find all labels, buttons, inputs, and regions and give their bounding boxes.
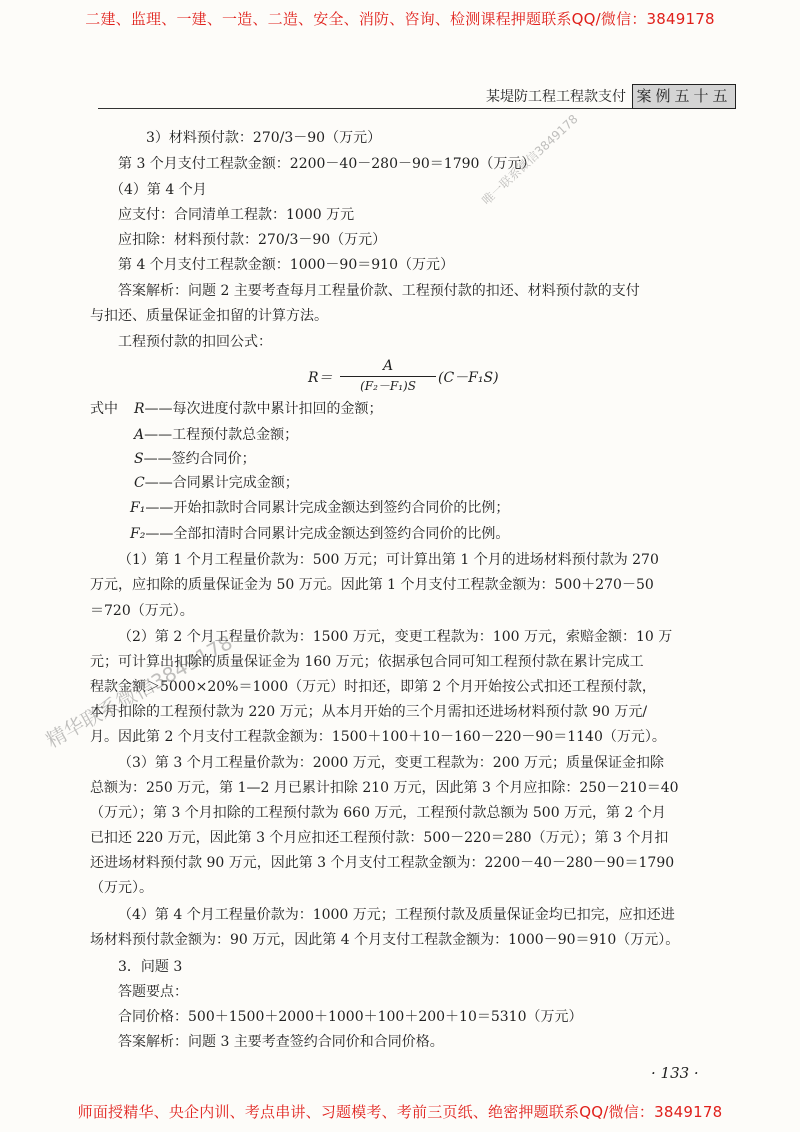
case-label: 案例五十五	[632, 84, 736, 109]
text-line: 第 4 个月支付工程款金额：1000－90＝910（万元）	[118, 257, 454, 273]
text-line: 工程预付款的扣回公式：	[118, 334, 272, 350]
text-line: 月。因此第 2 个月支付工程款金额为：1500＋100＋10－160－220－90＝1140（万元）。	[90, 729, 666, 745]
text-line: （万元）；第 3 个月扣除的工程预付款为 660 万元，工程预付款总额为 500 万元，第 2 个月	[90, 805, 666, 821]
text-line: 答案解析：问题 2 主要考查每月工程量价款、工程预付款的扣还、材料预付款的支付	[118, 283, 640, 299]
where-symbol: F₂	[130, 526, 146, 542]
where-item	[130, 498, 509, 518]
watermark-text: 精华联系微信3849178	[41, 630, 237, 753]
watermark-text: 唯一联系微信3849178	[479, 111, 581, 208]
where-desc: ——工程预付款总金额；	[144, 427, 299, 443]
where-desc: ——全部扣清时合同累计完成金额达到签约合同价的比例。	[145, 526, 510, 542]
text-line: 答题要点：	[118, 984, 188, 1000]
text-line: 总额为：250 万元，第 1—2 月已累计扣除 210 万元，因此第 3 个月应扣除：250－210＝40	[90, 780, 679, 796]
text-line: 本月扣除的工程预付款为 220 万元；从本月开始的三个月需扣还进场材料预付款 90 万元/	[90, 704, 648, 720]
text-line: 元；可计算出扣除的质量保证金为 160 万元；依据承包合同可知工程预付款在累计完成工	[90, 654, 644, 670]
where-symbol: F₁	[130, 500, 146, 516]
page-number: · 133 ·	[651, 1064, 699, 1082]
formula-lhs: R＝	[308, 370, 333, 386]
where-item	[134, 449, 256, 469]
formula-denominator: (F₂－F₁)S	[360, 379, 416, 393]
text-line: 场材料预付款金额为：90 万元，因此第 4 个月支付工程款金额为：1000－90＝910（万元）。	[90, 932, 680, 948]
text-line: （4）第 4 个月工程量价款为：1000 万元；工程预付款及质量保证金均已扣完，应扣还进	[118, 907, 675, 923]
text-line: （4）第 4 个月	[110, 182, 207, 198]
text-line: 合同价格：500＋1500＋2000＋1000＋100＋200＋10＝5310（万元）	[118, 1009, 583, 1025]
where-item	[134, 399, 383, 419]
where-item	[134, 473, 299, 493]
bottom-promo-banner: 师面授精华、央企内训、考点串讲、习题模考、考前三页纸、绝密押题联系QQ/微信：3849178	[77, 1103, 723, 1121]
text-line: （3）第 3 个月工程量价款为：2000 万元，变更工程款为：200 万元；质量保证金扣除	[118, 755, 664, 771]
where-intro: 式中	[90, 401, 118, 417]
where-desc: ——合同累计完成金额；	[144, 475, 299, 491]
text-line: 3）材料预付款：270/3－90（万元）	[146, 130, 382, 146]
where-symbol: R	[134, 401, 145, 417]
text-line: 万元，应扣除的质量保证金为 50 万元。因此第 1 个月支付工程款金额为：500＋270－50	[90, 577, 654, 593]
where-symbol: A	[134, 427, 145, 443]
formula-rhs: (C－F₁S)	[438, 370, 499, 386]
where-symbol: C	[134, 475, 145, 491]
text-line: （2）第 2 个月工程量价款为：1500 万元，变更工程款为：100 万元，索赔金额：10 万	[118, 629, 673, 645]
where-desc: ——每次进度付款中累计扣回的金额；	[144, 401, 383, 417]
top-promo-banner: 二建、监理、一建、一造、二造、安全、消防、咨询、检测课程押题联系QQ/微信：3849178	[85, 10, 715, 28]
text-line: 与扣还、质量保证金扣留的计算方法。	[90, 308, 328, 324]
where-symbol: S	[134, 451, 144, 467]
text-line: 答案解析：问题 3 主要考查签约合同价和合同价格。	[118, 1034, 444, 1050]
text-line: 应支付：合同清单工程款：1000 万元	[118, 207, 355, 223]
text-line: 还进场材料预付款 90 万元，因此第 3 个月支付工程款金额为：2200－40－280－90＝1790	[90, 855, 675, 871]
text-line: （万元）。	[90, 880, 153, 896]
text-line: 第 3 个月支付工程款金额：2200－40－280－90＝1790（万元）	[118, 156, 536, 172]
where-desc: ——开始扣款时合同累计完成金额达到签约合同价的比例；	[145, 500, 510, 516]
formula-numerator: A	[382, 358, 394, 374]
where-item	[134, 425, 298, 445]
where-item	[130, 524, 509, 544]
where-desc: ——签约合同价；	[143, 451, 256, 467]
header-title: 某堤防工程工程款支付	[486, 89, 626, 105]
deduction-formula	[308, 356, 538, 400]
section-heading: 3．问题 3	[118, 959, 183, 975]
text-line: ＝720（万元）。	[90, 603, 194, 619]
text-line: 程款金额＞5000×20%＝1000（万元）时扣还，即第 2 个月开始按公式扣还工程预付款，	[90, 679, 656, 695]
formula-fraction	[340, 356, 436, 395]
text-line: 应扣除：材料预付款：270/3－90（万元）	[118, 232, 387, 248]
text-line: 已扣还 220 万元，因此第 3 个月应扣还工程预付款：500－220＝280（万元）；第 3 个月扣	[90, 830, 669, 846]
text-line: （1）第 1 个月工程量价款为：500 万元；可计算出第 1 个月的进场材料预付款为 270	[118, 552, 659, 568]
